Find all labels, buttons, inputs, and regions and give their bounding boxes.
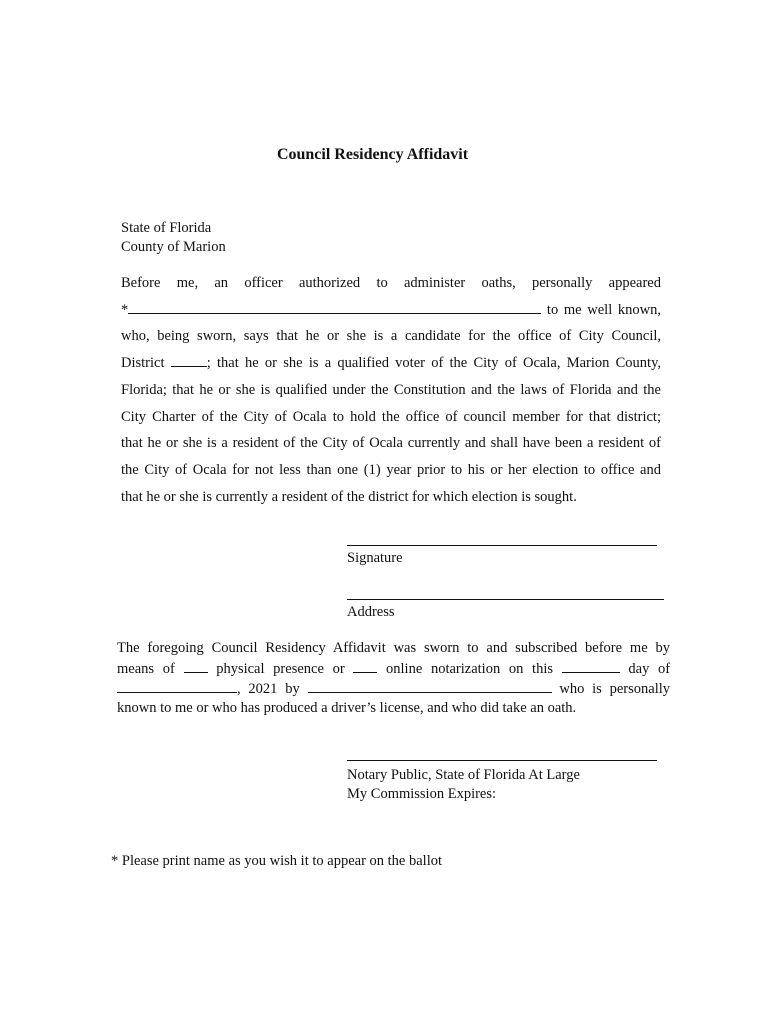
notarization-line-means <box>117 658 670 679</box>
affidavit-body <box>121 270 661 510</box>
notarization-paragraph <box>117 639 670 717</box>
affidavit-line-district <box>121 350 661 377</box>
signature-field[interactable] <box>347 545 657 546</box>
address-field[interactable] <box>347 599 664 600</box>
affidavit-line-affiant <box>121 297 661 324</box>
affidavit-line: that he or she is currently a resident of the district for which election is sought. <box>121 488 577 505</box>
means-label: means of <box>117 660 175 677</box>
district-label: District <box>121 355 165 372</box>
affiant-name-notary-field[interactable] <box>308 678 552 693</box>
affidavit-line: City Charter of the City of Ocala to hold the office of council member for that district; <box>121 408 661 425</box>
notary-block <box>347 760 657 804</box>
affidavit-line: the City of Ocala for not less than one (1) year prior to his or her election to office and <box>121 461 661 478</box>
affidavit-line: that he or she is a resident of the City of Ocala currently and shall have been a resident of <box>121 435 661 452</box>
notarization-line: known to me or who has produced a driver’s license, and who did take an oath. <box>117 699 577 716</box>
address-label: Address <box>347 604 395 620</box>
affidavit-line: who, being sworn, says that he or she is a candidate for the office of City Council, <box>121 328 661 345</box>
year-by-label: , 2021 by <box>237 681 300 697</box>
district-number-field[interactable] <box>171 352 207 367</box>
venue-county: County of Marion <box>121 239 226 255</box>
month-field[interactable] <box>117 678 237 693</box>
page-title: Council Residency Affidavit <box>276 146 469 163</box>
signature-label: Signature <box>347 550 403 566</box>
asterisk-marker: * <box>121 301 129 318</box>
day-of-label: day of <box>628 660 671 677</box>
notarization-line: The foregoing Council Residency Affidavit was sworn to and subscribed before me by <box>117 640 670 656</box>
online-notarization-checkbox[interactable] <box>353 658 377 673</box>
physical-presence-checkbox[interactable] <box>184 658 208 673</box>
notary-title: Notary Public, State of Florida At Large <box>347 767 580 783</box>
ballot-footnote: * Please print name as you wish it to appear on the ballot <box>111 853 443 869</box>
affiant-name-field[interactable] <box>128 299 541 314</box>
venue-block <box>121 219 226 257</box>
affiant-suffix: to me well known, <box>546 301 661 318</box>
physical-presence-label: physical presence or <box>216 660 345 677</box>
affidavit-line: Before me, an officer authorized to administer oaths, personally appeared <box>121 275 661 291</box>
notary-signature-field[interactable] <box>347 760 657 761</box>
notary-commission: My Commission Expires: <box>347 786 497 802</box>
affidavit-line: Florida; that he or she is qualified under the Constitution and the laws of Florida and the <box>121 381 661 398</box>
day-field[interactable] <box>562 658 620 673</box>
online-notarization-label: online notarization on this <box>386 660 554 677</box>
district-suffix: ; that he or she is a qualified voter of the City of Ocala, Marion County, <box>206 355 662 372</box>
signature-block <box>347 545 657 567</box>
venue-state: State of Florida <box>121 220 212 236</box>
address-block <box>347 599 664 621</box>
personally-label: who is personally <box>559 681 671 697</box>
notarization-line-date <box>117 678 670 699</box>
